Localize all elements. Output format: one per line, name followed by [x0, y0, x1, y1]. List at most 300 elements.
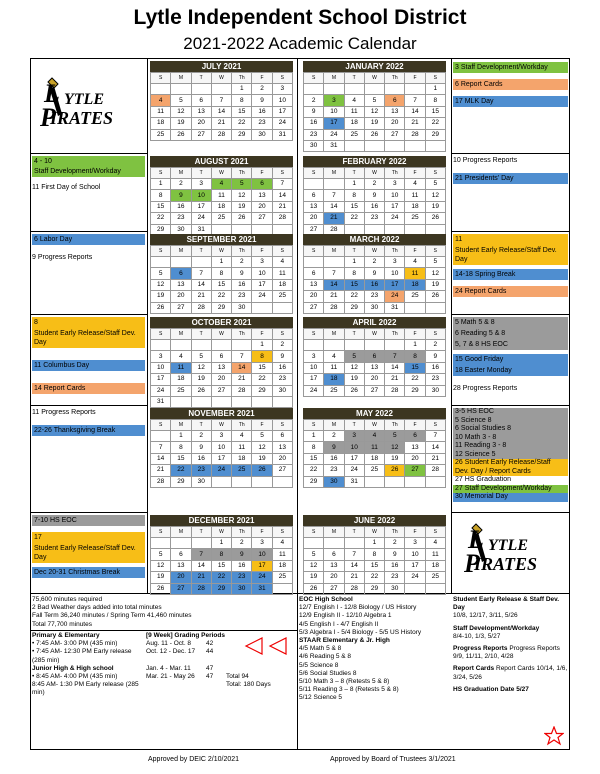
weekday-label: T [191, 329, 211, 340]
day-cell: 19 [425, 201, 445, 212]
left-notes-sep [32, 234, 145, 262]
day-cell: 26 [385, 465, 405, 476]
day-cell: 6 [171, 549, 191, 560]
day-cell: 24 [252, 291, 272, 302]
day-cell [151, 257, 171, 268]
day-cell: 22 [232, 118, 252, 129]
weekday-label: T [191, 168, 211, 179]
weekday-label: M [324, 527, 344, 538]
weekday-label: S [425, 246, 445, 257]
day-cell: 23 [425, 374, 445, 385]
weekday-label: M [324, 168, 344, 179]
note-line: 17 [32, 532, 145, 543]
day-cell: 13 [211, 362, 231, 373]
day-cell: 24 [304, 385, 324, 396]
day-cell: 3 [252, 257, 272, 268]
day-cell: 15 [171, 453, 191, 464]
day-cell: 18 [232, 453, 252, 464]
day-cell: 3 [304, 351, 324, 362]
day-cell [151, 340, 171, 351]
day-cell: 17 [324, 118, 344, 129]
day-cell: 12 [344, 362, 364, 373]
day-cell: 25 [425, 572, 445, 583]
day-cell [344, 140, 364, 151]
note-line: 6 Labor Day [32, 234, 145, 245]
day-cell: 15 [304, 453, 324, 464]
day-cell: 30 [425, 385, 445, 396]
day-cell: 31 [385, 302, 405, 313]
month-may [303, 408, 446, 488]
day-cell: 14 [191, 560, 211, 571]
day-cell: 1 [344, 257, 364, 268]
day-cell: 16 [385, 560, 405, 571]
day-cell: 6 [252, 179, 272, 190]
day-cell: 29 [304, 476, 324, 487]
note-line: 4 - 10 [32, 156, 145, 167]
month-title: FEBRUARY 2022 [303, 156, 446, 167]
month-dec [150, 515, 293, 595]
day-cell: 28 [272, 213, 292, 224]
day-cell: 12 [304, 560, 324, 571]
day-cell: 19 [191, 374, 211, 385]
weekday-label: T [344, 73, 364, 84]
day-cell: 2 [232, 257, 252, 268]
day-cell: 7 [191, 549, 211, 560]
day-cell: 6 [211, 351, 231, 362]
day-cell: 23 [272, 374, 292, 385]
day-cell: 22 [211, 291, 231, 302]
day-cell: 21 [425, 453, 445, 464]
day-cell [151, 431, 171, 442]
day-cell: 17 [272, 106, 292, 117]
month-mar [303, 234, 446, 314]
day-cell: 18 [211, 201, 231, 212]
day-cell: 20 [211, 374, 231, 385]
day-cell: 25 [211, 213, 231, 224]
day-cell: 16 [324, 453, 344, 464]
day-cell: 20 [385, 118, 405, 129]
day-cell: 10 [191, 190, 211, 201]
day-cell: 30 [171, 224, 191, 235]
day-cell: 3 [385, 179, 405, 190]
day-cell: 19 [344, 374, 364, 385]
day-cell [252, 302, 272, 313]
day-cell: 22 [344, 291, 364, 302]
day-cell: 31 [344, 476, 364, 487]
day-cell [344, 340, 364, 351]
month-title: DECEMBER 2021 [150, 515, 293, 526]
day-cell [191, 538, 211, 549]
day-cell [304, 538, 324, 549]
right-notes-apr [453, 317, 568, 393]
day-cell: 16 [364, 279, 384, 290]
day-cell: 3 [211, 431, 231, 442]
day-cell: 4 [232, 431, 252, 442]
day-cell: 28 [151, 476, 171, 487]
day-cell: 27 [211, 385, 231, 396]
right-notes-jan [453, 62, 568, 108]
day-cell: 14 [151, 453, 171, 464]
month-apr [303, 317, 446, 397]
weekday-label: S [272, 420, 292, 431]
day-cell [304, 340, 324, 351]
day-cell: 30 [191, 476, 211, 487]
day-cell: 14 [272, 190, 292, 201]
note-line: 27 Staff Development/Workday [453, 485, 568, 494]
day-cell: 21 [211, 118, 231, 129]
day-cell: 3 [344, 431, 364, 442]
day-cell: 9 [364, 268, 384, 279]
day-cell: 13 [252, 190, 272, 201]
day-cell: 22 [344, 213, 364, 224]
day-cell: 14 [324, 279, 344, 290]
weekday-label: W [211, 168, 231, 179]
day-cell [385, 340, 405, 351]
day-cell: 8 [344, 190, 364, 201]
day-cell: 9 [272, 351, 292, 362]
day-cell: 22 [425, 118, 445, 129]
day-cell: 7 [344, 549, 364, 560]
day-cell: 19 [151, 291, 171, 302]
day-cell: 8 [211, 549, 231, 560]
day-cell: 19 [425, 279, 445, 290]
month-feb [303, 156, 446, 236]
star-icon [544, 726, 564, 746]
day-cell: 9 [425, 351, 445, 362]
day-cell: 27 [304, 224, 324, 235]
right-notes-mar [453, 234, 568, 298]
day-cell: 9 [304, 106, 324, 117]
day-cell: 4 [151, 95, 171, 106]
weekday-label: T [191, 246, 211, 257]
day-cell: 8 [171, 442, 191, 453]
month-jul [150, 61, 293, 141]
note-line: 14 Report Cards [32, 383, 145, 394]
day-cell: 4 [171, 351, 191, 362]
day-cell: 19 [252, 453, 272, 464]
day-cell: 19 [364, 118, 384, 129]
day-cell: 20 [304, 213, 324, 224]
page-subtitle: 2021-2022 Academic Calendar [183, 34, 417, 53]
weekday-label: S [151, 329, 171, 340]
day-cell: 9 [232, 268, 252, 279]
day-cell: 17 [304, 374, 324, 385]
note-line: 15 Good Friday [453, 354, 568, 365]
weekday-label: S [425, 527, 445, 538]
day-cell: 3 [405, 538, 425, 549]
weekday-label: W [211, 246, 231, 257]
day-cell: 9 [191, 442, 211, 453]
day-cell [191, 84, 211, 95]
day-cell: 12 [191, 362, 211, 373]
day-cell: 7 [211, 95, 231, 106]
day-cell: 13 [405, 442, 425, 453]
day-cell: 6 [272, 431, 292, 442]
weekday-label: S [272, 73, 292, 84]
note-line: 30 Memorial Day [453, 493, 568, 502]
day-cell: 31 [272, 129, 292, 140]
day-cell: 21 [151, 465, 171, 476]
day-cell [171, 84, 191, 95]
day-cell: 29 [405, 385, 425, 396]
day-cell: 28 [385, 385, 405, 396]
day-cell: 29 [364, 583, 384, 594]
day-cell: 23 [364, 213, 384, 224]
month-title: MARCH 2022 [303, 234, 446, 245]
day-cell: 23 [232, 572, 252, 583]
note-line: Student Early Release/Staff Dev. Day [32, 543, 145, 563]
day-cell [272, 583, 292, 594]
day-cell: 14 [344, 560, 364, 571]
day-cell: 14 [425, 442, 445, 453]
day-cell: 18 [425, 560, 445, 571]
weekday-label: W [364, 329, 384, 340]
weekday-label: W [211, 420, 231, 431]
day-cell: 23 [191, 465, 211, 476]
weekday-label: T [344, 329, 364, 340]
day-cell [252, 396, 272, 407]
weekday-label: Th [385, 329, 405, 340]
day-cell: 10 [211, 442, 231, 453]
day-cell: 10 [324, 106, 344, 117]
weekday-label: S [151, 420, 171, 431]
day-cell: 2 [385, 538, 405, 549]
day-cell: 5 [425, 179, 445, 190]
day-cell: 28 [405, 129, 425, 140]
day-cell: 9 [232, 549, 252, 560]
day-cell: 7 [385, 351, 405, 362]
day-cell [211, 84, 231, 95]
day-cell: 22 [364, 572, 384, 583]
day-cell: 2 [364, 257, 384, 268]
day-cell: 26 [344, 385, 364, 396]
day-cell: 12 [171, 106, 191, 117]
schedule-info: Primary & Elementary • 7:45 AM- 3:00 PM (435 min) • 7:45 AM- 12:30 PM Early release (285 min) Junior High & High school • 8:45 AM- 4:00 PM (435 min) 8:45 AM- 1:30 PM Early release (285 min) [32, 632, 139, 697]
day-cell: 5 [191, 351, 211, 362]
day-cell [385, 140, 405, 151]
eoc-info: EOC High School 12/7 English I - 12/8 Biology / US History 12/9 English II - 12/10 Algebra 1 4/5 English I - 4/7 English II 5/3 Algebra I - 5/4 Biology - 5/5 US History STAAR Elementary & Jr. High 4/5 Math 5 & 8 4/6 Reading 5 & 8 5/5 Science 8 5/6 Social Studies 8 5/10 Math 3 – 8 (Retests 5 & 8) 5/11 Reading 3 – 8 (Retests 5 & 8) 5/12 Science 5 [299, 596, 422, 702]
month-jun [303, 515, 446, 595]
day-cell: 30 [232, 583, 252, 594]
note-line: 8 [32, 317, 145, 328]
day-cell: 4 [405, 257, 425, 268]
day-cell: 2 [272, 340, 292, 351]
day-cell: 8 [211, 268, 231, 279]
day-cell [151, 538, 171, 549]
note-line: 11 Progress Reports [32, 409, 96, 416]
day-cell: 23 [252, 118, 272, 129]
day-cell: 29 [344, 302, 364, 313]
day-cell: 3 [324, 95, 344, 106]
weekday-label: F [405, 420, 425, 431]
note-line: 18 Easter Monday [453, 365, 568, 376]
day-cell: 27 [364, 385, 384, 396]
day-cell: 26 [252, 465, 272, 476]
day-cell: 1 [252, 340, 272, 351]
day-cell: 15 [344, 201, 364, 212]
month-title: OCTOBER 2021 [150, 317, 293, 328]
note-line: 26 Student Early Release/Staff Dev. Day / Report Cards [453, 459, 568, 476]
day-cell: 15 [425, 106, 445, 117]
weekday-label: S [304, 168, 324, 179]
day-cell: 20 [252, 201, 272, 212]
day-cell: 26 [364, 129, 384, 140]
day-cell: 8 [151, 190, 171, 201]
svg-text:P: P [464, 549, 480, 578]
day-cell: 24 [324, 129, 344, 140]
day-cell [304, 84, 324, 95]
day-cell: 3 [252, 538, 272, 549]
day-cell: 20 [171, 291, 191, 302]
day-cell: 25 [272, 572, 292, 583]
day-cell: 29 [171, 476, 191, 487]
day-cell: 20 [405, 453, 425, 464]
day-cell: 28 [211, 129, 231, 140]
day-cell [304, 179, 324, 190]
day-cell: 23 [304, 129, 324, 140]
day-cell: 15 [232, 106, 252, 117]
right-notes-feb [453, 156, 568, 185]
weekday-label: W [364, 246, 384, 257]
day-cell: 16 [232, 279, 252, 290]
day-cell: 23 [364, 291, 384, 302]
svg-text:L: L [468, 525, 484, 554]
day-cell [364, 140, 384, 151]
day-cell: 13 [171, 279, 191, 290]
day-cell: 7 [151, 442, 171, 453]
day-cell: 12 [364, 106, 384, 117]
day-cell: 29 [151, 224, 171, 235]
day-cell [425, 140, 445, 151]
day-cell: 15 [344, 279, 364, 290]
day-cell: 23 [171, 213, 191, 224]
day-cell: 27 [171, 583, 191, 594]
day-cell: 24 [385, 213, 405, 224]
day-cell [405, 140, 425, 151]
weekday-label: M [324, 73, 344, 84]
day-cell: 4 [364, 431, 384, 442]
day-cell: 22 [211, 572, 231, 583]
day-cell [232, 476, 252, 487]
day-cell: 1 [232, 84, 252, 95]
weekday-label: T [344, 246, 364, 257]
day-cell: 16 [191, 453, 211, 464]
day-cell: 21 [191, 291, 211, 302]
day-cell [385, 84, 405, 95]
weekday-label: T [191, 420, 211, 431]
weekday-label: S [151, 168, 171, 179]
day-cell: 20 [304, 291, 324, 302]
day-cell: 13 [272, 442, 292, 453]
day-cell: 11 [272, 268, 292, 279]
day-cell: 11 [405, 268, 425, 279]
day-cell: 18 [324, 374, 344, 385]
weekday-label: S [272, 329, 292, 340]
day-cell: 1 [344, 179, 364, 190]
day-cell: 5 [252, 431, 272, 442]
weekday-label: Th [385, 73, 405, 84]
day-cell: 5 [304, 549, 324, 560]
note-line: Staff Development/Workday [32, 166, 145, 177]
weekday-label: M [324, 329, 344, 340]
day-cell: 12 [385, 442, 405, 453]
day-cell [324, 538, 344, 549]
day-cell [405, 476, 425, 487]
day-cell: 30 [385, 583, 405, 594]
note-line: 11 Reading 3 - 8 [453, 442, 568, 451]
day-cell: 14 [191, 279, 211, 290]
day-cell: 27 [191, 129, 211, 140]
day-cell: 26 [425, 291, 445, 302]
day-cell: 4 [324, 351, 344, 362]
day-cell: 7 [405, 95, 425, 106]
day-cell: 23 [324, 465, 344, 476]
weekday-label: Th [232, 168, 252, 179]
day-cell: 22 [252, 374, 272, 385]
note-line: 6 Social Studies 8 [453, 425, 568, 434]
day-cell: 11 [211, 190, 231, 201]
day-cell: 6 [405, 431, 425, 442]
note-line: 11 [453, 234, 568, 245]
day-cell: 8 [252, 351, 272, 362]
note-line: 7-10 HS EOC [32, 515, 145, 526]
weekday-label: F [405, 73, 425, 84]
grading-periods: [9 Week] Grading Periods Aug. 11 - Oct. 8 42 Oct. 12 - Dec. 17 44 Jan. 4 - Mar. 11 47 Mar. 21 - May 26 47 Total 94 Total: 180 Days [146, 632, 271, 689]
day-cell: 8 [405, 351, 425, 362]
day-cell: 12 [425, 190, 445, 201]
day-cell: 17 [191, 201, 211, 212]
day-cell: 26 [304, 583, 324, 594]
day-cell: 19 [151, 572, 171, 583]
weekday-label: Th [385, 527, 405, 538]
day-cell: 15 [252, 362, 272, 373]
month-title: JUNE 2022 [303, 515, 446, 526]
day-cell: 20 [191, 118, 211, 129]
day-cell: 7 [324, 268, 344, 279]
day-cell: 22 [304, 465, 324, 476]
day-cell: 24 [252, 572, 272, 583]
day-cell: 5 [151, 268, 171, 279]
day-cell: 27 [252, 213, 272, 224]
month-aug [150, 156, 293, 236]
day-cell: 15 [211, 279, 231, 290]
pirates-logo [36, 74, 136, 139]
day-cell: 4 [405, 179, 425, 190]
day-cell: 22 [405, 374, 425, 385]
month-title: JULY 2021 [150, 61, 293, 72]
day-cell: 21 [385, 374, 405, 385]
day-cell: 21 [272, 201, 292, 212]
day-cell: 25 [324, 385, 344, 396]
day-cell: 18 [171, 374, 191, 385]
day-cell: 13 [364, 362, 384, 373]
day-cell: 2 [304, 95, 324, 106]
weekday-label: S [151, 73, 171, 84]
note-line: 3-5 HS EOC [453, 408, 568, 417]
day-cell: 3 [191, 179, 211, 190]
day-cell [211, 476, 231, 487]
weekday-label: S [304, 73, 324, 84]
day-cell: 24 [405, 572, 425, 583]
note-line: 3 Staff Development/Workday [453, 62, 568, 73]
day-cell: 11 [272, 549, 292, 560]
day-cell [364, 476, 384, 487]
day-cell: 11 [151, 106, 171, 117]
day-cell: 24 [191, 213, 211, 224]
note-line: 14-18 Spring Break [453, 269, 568, 280]
day-cell: 30 [304, 140, 324, 151]
day-cell: 4 [425, 538, 445, 549]
